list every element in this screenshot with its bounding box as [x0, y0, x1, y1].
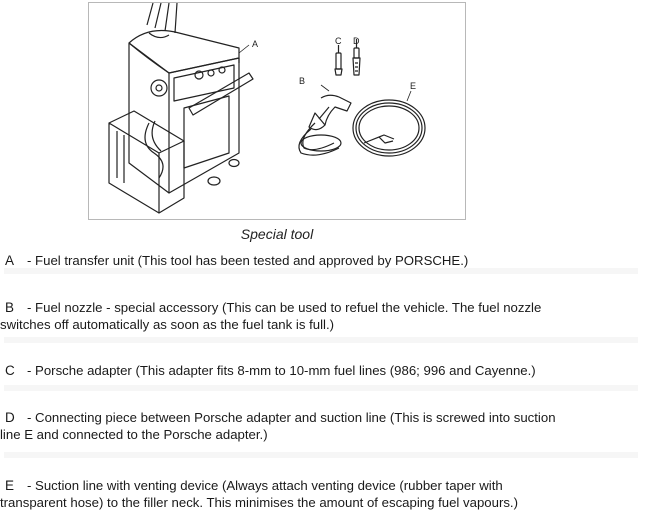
legend-line: - Fuel nozzle - special accessory (This can be used to refuel the vehicle. The fuel nozzle: [27, 300, 542, 315]
legend-text: [0, 299, 637, 333]
callout-c-label: C: [335, 36, 342, 46]
legend-key: A: [5, 253, 15, 268]
suction-line-drawing: [353, 100, 425, 156]
row-band: [4, 385, 638, 391]
legend-line: transparent hose) to the filler neck. This minimises the amount of escaping fuel vapours.): [0, 495, 518, 510]
legend-key: E: [5, 478, 15, 493]
special-tool-figure: [88, 2, 466, 220]
figure-caption: Special tool: [240, 226, 314, 242]
fuel-nozzle-drawing: [299, 95, 351, 155]
callout-a-label: A: [252, 39, 259, 49]
legend-key: D: [5, 410, 15, 425]
legend-line: - Porsche adapter (This adapter fits 8-mm to 10-mm fuel lines (986; 996 and Cayenne.): [27, 363, 536, 378]
fuel-transfer-unit-drawing: [109, 3, 253, 213]
legend-key: C: [5, 363, 15, 378]
legend-text: [0, 477, 637, 511]
special-tool-illustration: [89, 3, 467, 221]
porsche-adapter-drawing: [335, 45, 342, 75]
legend-line: - Connecting piece between Porsche adapter and suction line (This is screwed into suction: [27, 410, 556, 425]
legend-line: switches off automatically as soon as the fuel tank is full.): [0, 317, 335, 332]
legend-line: - Suction line with venting device (Always attach venting device (rubber taper with: [27, 478, 503, 493]
callout-d-label: D: [353, 36, 360, 46]
legend-line: line E and connected to the Porsche adapter.): [0, 427, 268, 442]
legend-line: - Fuel transfer unit (This tool has been tested and approved by PORSCHE.): [27, 253, 469, 268]
legend-text: [27, 252, 637, 269]
callout-e-label: E: [410, 81, 417, 91]
row-band: [4, 452, 638, 458]
legend-text: [27, 362, 637, 379]
legend-key: B: [5, 300, 15, 315]
row-band: [4, 337, 638, 343]
legend-text: [0, 409, 637, 443]
callout-b-label: B: [299, 76, 306, 86]
